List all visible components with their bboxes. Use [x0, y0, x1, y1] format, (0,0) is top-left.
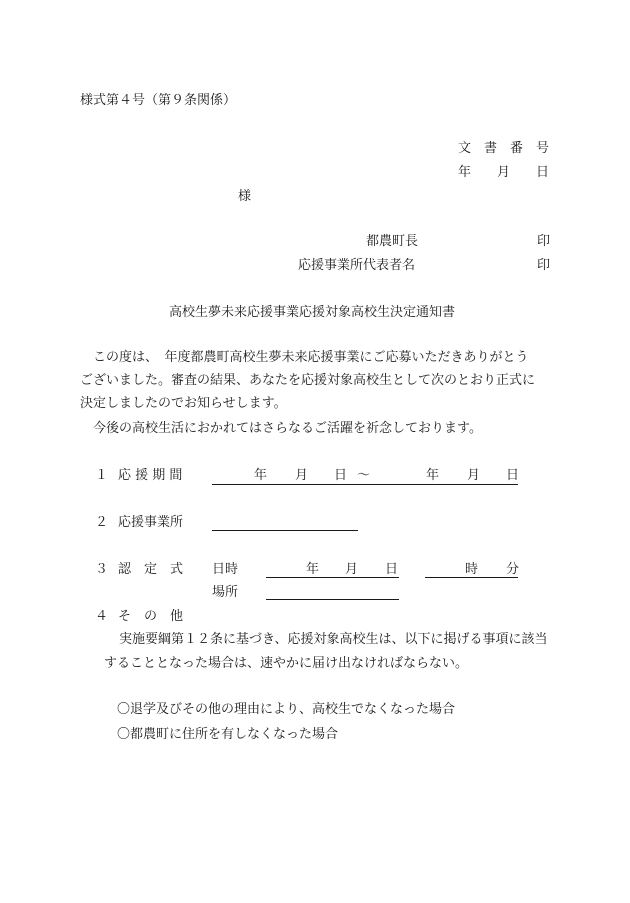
item-3-date-underline: [266, 577, 399, 578]
item-1-day: 日: [334, 468, 348, 483]
body-line-2: ございました。審査の結果、あなたを応援対象高校生として次のとおり正式に: [80, 373, 536, 388]
item-1-month: 月: [295, 468, 309, 483]
item-1-year: 年: [254, 468, 268, 483]
item-3-label: 認 定 式: [118, 562, 184, 577]
item-4-label: そ の 他: [118, 609, 184, 624]
addressee-suffix: 様: [238, 189, 252, 204]
item-1-label: 応 援 期 間: [118, 468, 183, 483]
item-1-month-end: 月: [467, 468, 481, 483]
body-line-3: 決定しましたのでお知らせします。: [80, 396, 287, 411]
condition-2: 〇都農町に住所を有しなくなった場合: [117, 727, 339, 742]
form-number: 様式第４号（第９条関係）: [80, 93, 237, 108]
item-3-datetime-label: 日時: [212, 562, 239, 577]
item-2-number: ２: [95, 515, 109, 530]
item-3-number: ３: [95, 562, 109, 577]
document-title: 高校生夢未来応援事業応援対象高校生決定通知書: [169, 305, 456, 320]
item-1-tilde: ～: [357, 468, 371, 483]
item-3-year: 年: [306, 562, 320, 577]
item-2-underline: [212, 530, 358, 531]
item-1-underline: [212, 484, 518, 485]
item-3-day: 日: [385, 562, 399, 577]
item-4-number: ４: [95, 609, 109, 624]
body-line-1: この度は、 年度都農町高校生夢未来応援事業にご応募いただきありがとう: [93, 350, 529, 365]
item-3-hour: 時: [465, 562, 479, 577]
condition-1: 〇退学及びその他の理由により、高校生でなくなった場合: [117, 702, 456, 717]
item-4-text-line-1: 実施要綱第１２条に基づき、応援対象高校生は、以下に掲げる事項に該当: [119, 632, 548, 647]
item-3-month: 月: [345, 562, 359, 577]
item-3-place-underline: [266, 599, 399, 600]
representative-seal: 印: [537, 258, 551, 273]
item-3-place-label: 場所: [212, 585, 239, 600]
item-1-year-end: 年: [426, 468, 440, 483]
item-4-text-line-2: することとなった場合は、速やかに届け出なければならない。: [104, 656, 469, 671]
item-1-number: １: [95, 468, 109, 483]
date-label: 年 月 日: [458, 165, 550, 180]
body-line-4: 今後の高校生活におかれてはさらなるご活躍を祈念しております。: [93, 421, 482, 436]
mayor-name: 都農町長: [366, 234, 419, 249]
document-number-label: 文 書 番 号: [458, 141, 550, 156]
item-3-time-underline: [425, 577, 518, 578]
representative-name: 応援事業所代表者名: [298, 258, 416, 273]
item-3-minute: 分: [506, 562, 520, 577]
mayor-seal: 印: [537, 234, 551, 249]
item-2-label: 応援事業所: [118, 515, 184, 530]
item-1-day-end: 日: [506, 468, 520, 483]
